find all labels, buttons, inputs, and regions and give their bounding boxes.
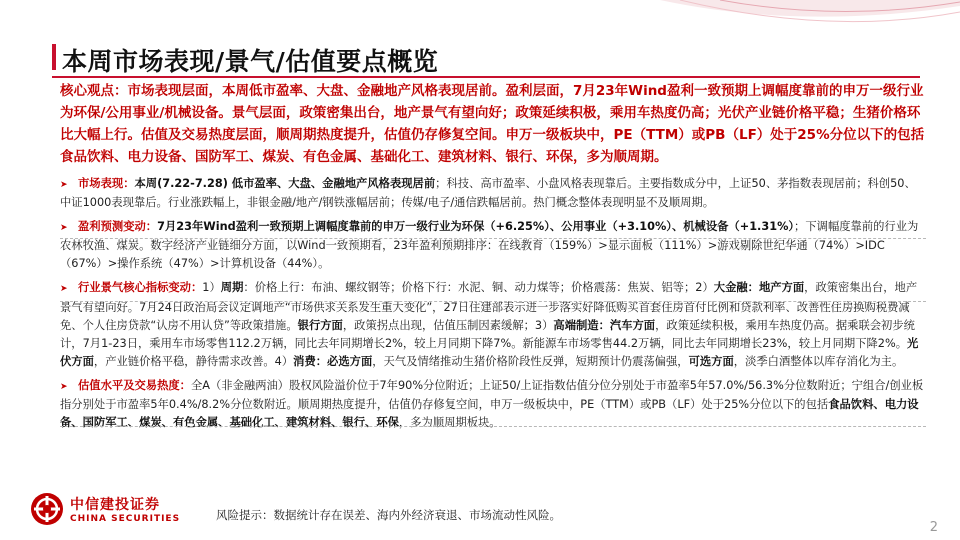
bullet-emphasis: 食品饮料、电力设备、国防军工、煤炭、有色金属、基础化工、建筑材料、银行、环保 bbox=[60, 398, 919, 430]
bullet-emphasis: 消费：必选方面 bbox=[293, 354, 373, 368]
title-accent-bar bbox=[52, 44, 56, 70]
citic-emblem-icon bbox=[30, 492, 64, 526]
bullet-key-point: 本周(7.22-7.28) 低市盈率、大盘、金融地产风格表现居前 bbox=[134, 177, 436, 190]
bullet-text: ，政策密集出台，地产景气有望向好。7月24日政治局会议定调地产“市场供求关系发生重大变化”，27日住建部表示进一步落实好降低购买首套住房首付比例和贷款利率、改善性住房换购税费减免、个人住房贷款“认房不用认贷”等政策措施。 bbox=[60, 281, 918, 332]
bullet-valuation-heat bbox=[60, 377, 926, 432]
bullet-text: ，天气及情绪推动生猪价格阶段性反弹，短期预计仍震荡偏强， bbox=[372, 354, 689, 368]
bullet-heading: 行业景气核心指标变动： bbox=[78, 281, 203, 295]
bullet-list bbox=[60, 175, 926, 438]
bullet-text: 全A（非金融两油）股权风险溢价位于7年90%分位附近；上证50/上证指数估值分位分别处于市盈率5年57.0%/56.3%分位数附近；宁组合/创业板指分别处于市盈率5年0.4%/8.2%分位数附近。顺周期热度提升，估值仍存修复空间，申万一级板块中，PE（TTM）或PB（LF）处于25%分位以下的包括 bbox=[60, 378, 924, 412]
dashed-divider bbox=[60, 238, 926, 239]
bullet-text: ；科技、高市盈率、小盘风格表现靠后。主要指数成分中，上证50、茅指数表现居前；科创50、中证1000表现靠后。行业涨跌幅上，非银金融/地产/钢铁涨幅居前；传媒/电子/通信跌幅居前。热门概念整体表现明显不及顺周期。 bbox=[60, 177, 916, 210]
logo-chinese-name: 中信建投证券 bbox=[70, 497, 160, 513]
bullet-emphasis: 高端制造：汽车方面 bbox=[553, 318, 656, 332]
bullet-text: ：价格上行：布油、螺纹钢等；价格下行：水泥、铜、动力煤等；价格震荡：焦炭、铝等；2） bbox=[243, 281, 714, 295]
dashed-divider bbox=[60, 426, 926, 427]
bullet-text: ，政策拐点出现，估值压制因素缓解；3） bbox=[342, 318, 554, 332]
bullet-heading: 市场表现： bbox=[78, 177, 135, 190]
core-summary: 核心观点：市场表现层面，本周低市盈率、大盘、金融地产风格表现居前。盈利层面，7月23年Wind盈利一致预期上调幅度靠前的申万一级行业为环保/公用事业/机械设备。景气层面，政策密集出台，地产景气有望向好；政策延续积极，乘用车热度仍高；光伏产业链价格平稳；生猪价格环比大幅上行。估值及交易热度层面，顺周期热度提升，估值仍存修复空间。申万一级板块中，PE（TTM）或PB（LF）处于25%分位以下的包括食品饮料、电力设备、国防军工、煤炭、有色金属、基础化工、建筑材料、银行、环保，多为顺周期。 bbox=[60, 83, 925, 165]
bullet-earnings-forecast bbox=[60, 218, 926, 273]
arrow-bullet-icon: ➤ bbox=[60, 223, 68, 234]
bullet-market-performance bbox=[60, 175, 926, 212]
dashed-divider bbox=[60, 301, 926, 302]
bullet-key-point: 7月23年Wind盈利一致预期上调幅度靠前的申万一级行业为环保（+6.25%）、公用事业（+3.10%）、机械设备（+1.31%） bbox=[157, 220, 795, 234]
page-title: 本周市场表现/景气/估值要点概览 bbox=[62, 47, 439, 76]
bullet-emphasis: 光伏方面 bbox=[60, 336, 919, 368]
title-divider bbox=[52, 76, 920, 78]
decorative-header-curves bbox=[660, 0, 960, 36]
bullet-text: ，淡季白酒整体以库存消化为主。 bbox=[733, 354, 904, 368]
bullet-text: 1） bbox=[202, 281, 221, 295]
bullet-heading: 估值水平及交易热度： bbox=[78, 378, 191, 392]
bullet-emphasis: 大金融：地产方面 bbox=[713, 281, 805, 295]
page-number: 2 bbox=[929, 520, 938, 535]
bullet-emphasis: 可选方面 bbox=[688, 354, 734, 368]
bullet-industry-indicators bbox=[60, 279, 926, 370]
bullet-emphasis: 银行方面 bbox=[297, 318, 343, 332]
arrow-bullet-icon: ➤ bbox=[60, 284, 68, 295]
bullet-heading: 盈利预测变动： bbox=[78, 220, 158, 234]
arrow-bullet-icon: ➤ bbox=[60, 180, 68, 190]
arrow-bullet-icon: ➤ bbox=[60, 381, 68, 392]
logo-english-name: CHINA SECURITIES bbox=[70, 514, 181, 524]
risk-disclaimer: 风险提示：数据统计存在误差、海内外经济衰退、市场流动性风险。 bbox=[216, 508, 561, 522]
bullet-text: ，多为顺周期板块。 bbox=[398, 416, 501, 430]
bullet-text: ，政策延续积极，乘用车热度仍高。据乘联会初步统计，7月1-23日，乘用车市场零售112.2万辆，同比去年同期增长2%，较上月同期下降7%。新能源车市场零售44.2万辆，同比去年同期增长23%，较上月同期下降2%。 bbox=[60, 318, 915, 350]
bullet-emphasis: 周期 bbox=[220, 281, 244, 295]
bullet-text: ；下调幅度靠前的行业为农林牧渔、煤炭。数字经济产业链细分方面，以Wind一致预期看，23年盈利预期排序：在线教育（159%）>显示面板（111%）>游戏剔除世纪华通（74%）>IDC（67%）>操作系统（47%）>计算机设备（44%）。 bbox=[60, 220, 919, 271]
company-logo bbox=[30, 492, 180, 526]
bullet-text: ，产业链价格平稳，静待需求改善。4） bbox=[93, 354, 294, 368]
